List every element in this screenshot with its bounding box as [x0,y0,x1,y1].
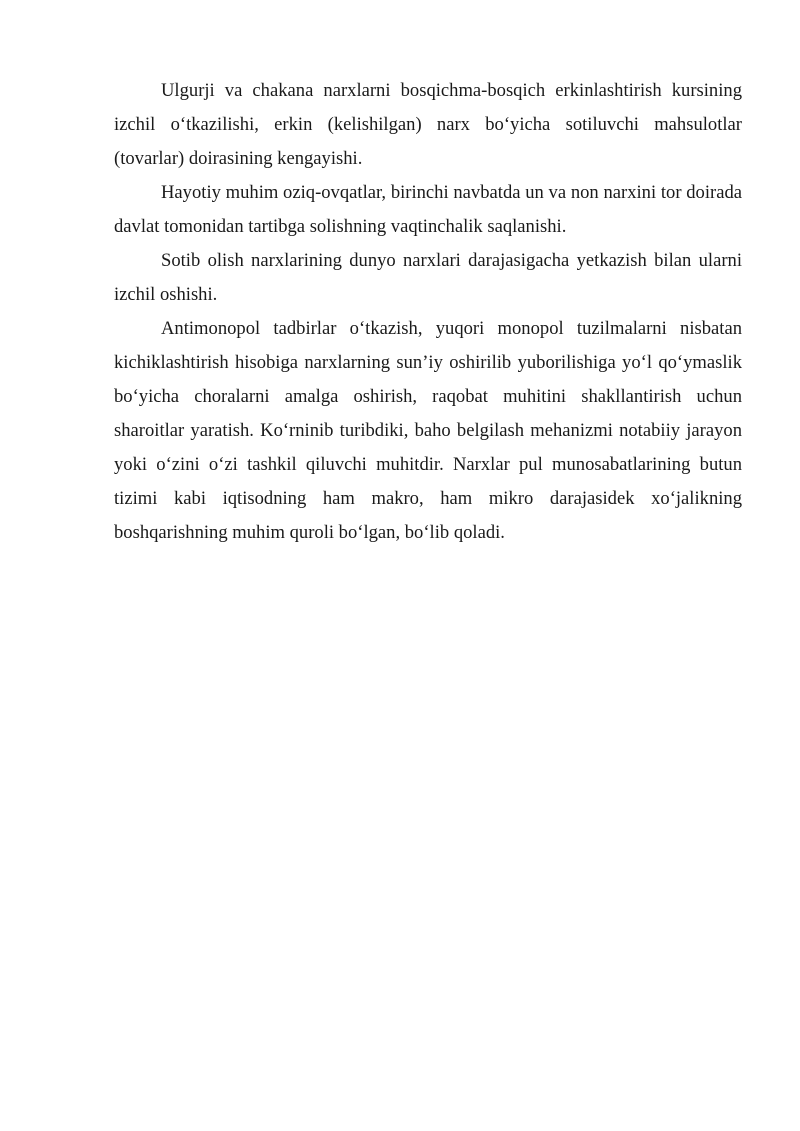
paragraph-4: Antimonopol tadbirlar o‘tkazish, yuqori monopol tuzilmalarni nisbatan kichiklashtirish hisobiga narxlarning sun’iy oshirilib yuborilishiga yo‘l qo‘ymaslik bo‘yicha choralarni amalga oshirish, raqobat muhitini shakllantirish uchun sharoitlar yaratish. Ko‘rninib turibdiki, baho belgilash mehanizmi notabiiy jarayon yoki o‘zini o‘zi tashkil qiluvchi muhitdir. Narxlar pul munosabatlarining butun tizimi kabi iqtisodning ham makro, ham mikro darajasidek xo‘jalikning boshqarishning muhim quroli bo‘lgan, bo‘lib qoladi. [114,318,742,543]
paragraph-2: Hayotiy muhim oziq-ovqatlar, birinchi navbatda un va non narxini tor doirada davlat tomonidan tartibga solishning vaqtinchalik saqlanishi. [114,182,742,237]
document-body [114,74,742,550]
paragraph-3: Sotib olish narxlarining dunyo narxlari darajasigacha yetkazish bilan ularni izchil oshishi. [114,250,742,305]
paragraph-1: Ulgurji va chakana narxlarni bosqichma-bosqich erkinlashtirish kursining izchil o‘tkazilishi, erkin (kelishilgan) narx bo‘yicha sotiluvchi mahsulotlar (tovarlar) doirasining kengayishi. [114,80,742,169]
